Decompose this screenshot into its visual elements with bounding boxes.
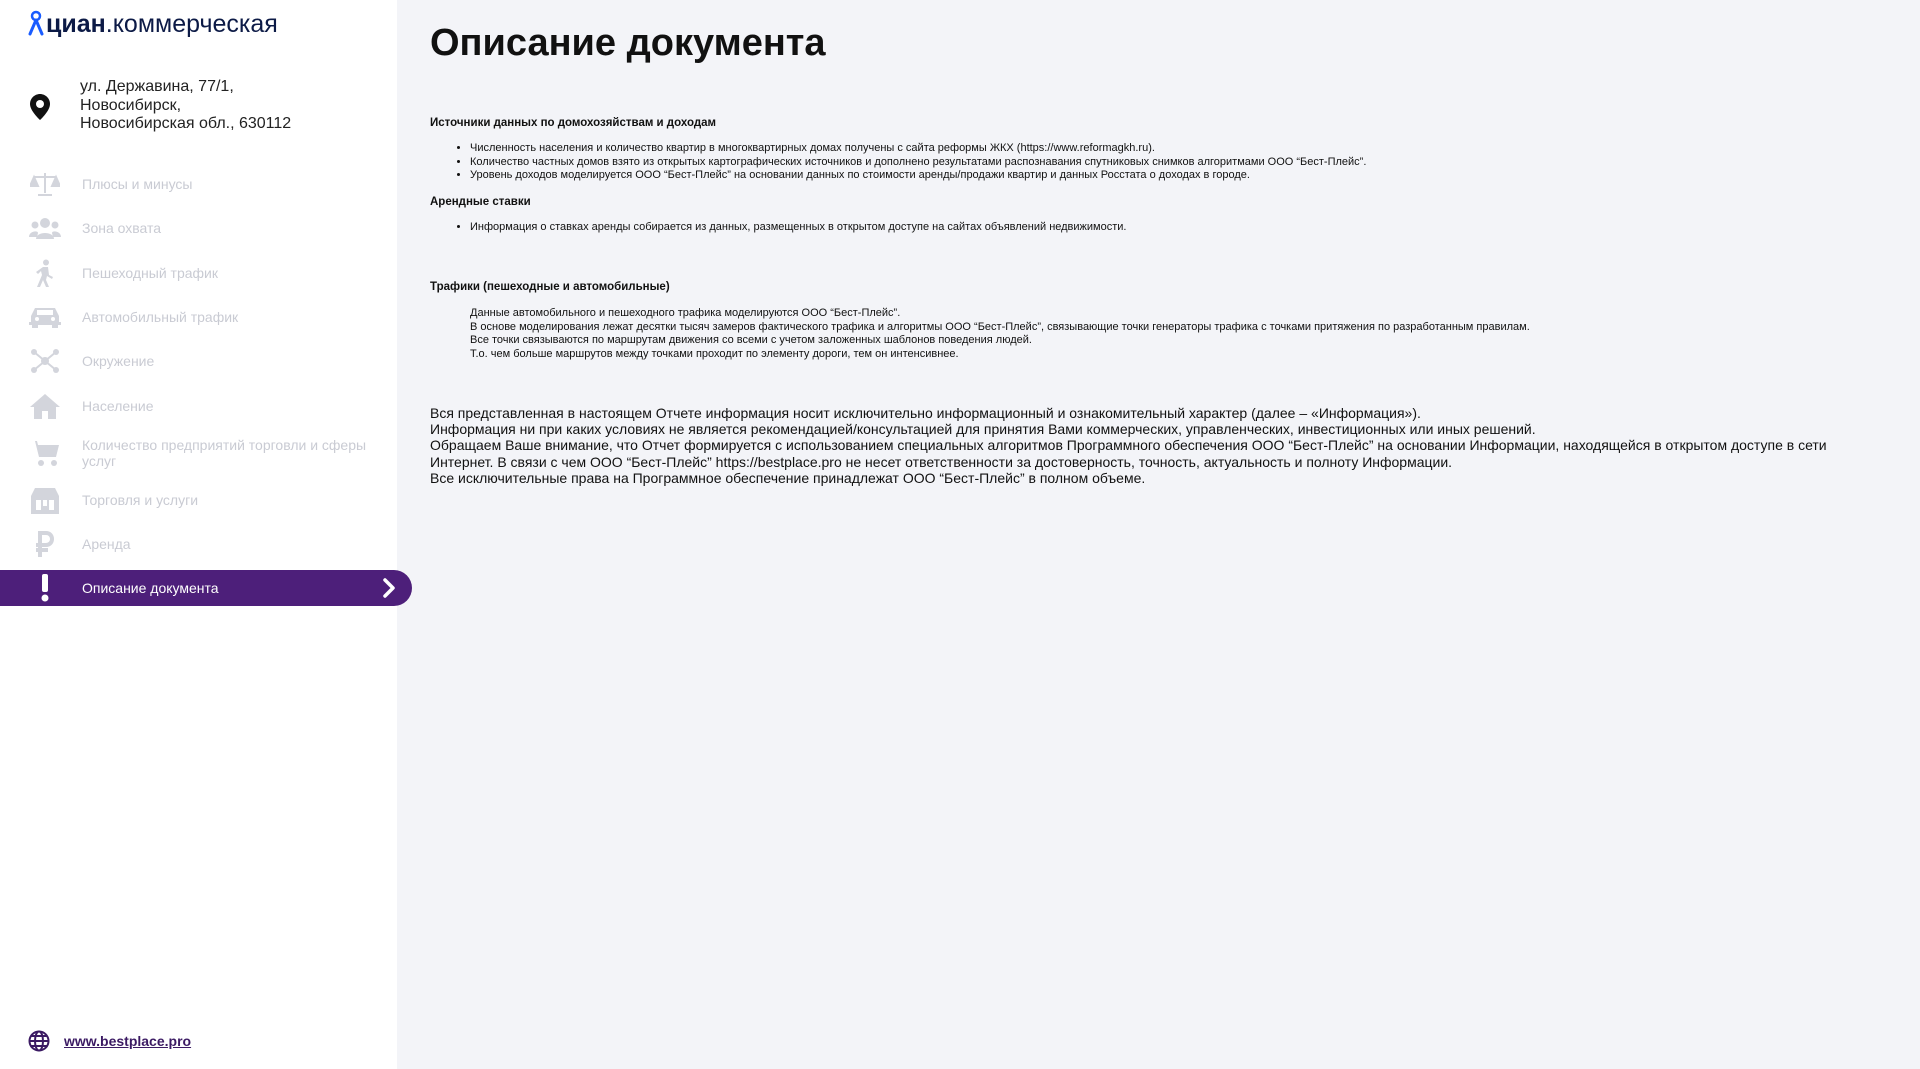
address-line: Новосибирск, (80, 96, 182, 114)
chevron-right-icon (382, 578, 396, 598)
sidebar-item-business-count[interactable] (0, 428, 412, 478)
sidebar-item-rent[interactable] (0, 522, 412, 566)
exclamation-icon (28, 573, 62, 603)
disclaimer-line: Информация ни при каких условиях не является рекомендацией/консультацией для принятия Вами коммерческих, управленческих, инвестиционных или иных решений. (430, 421, 1536, 438)
list-item: • Численность населения и количество квартир в многоквартирных домах получены с сайта реформы ЖКХ (https://www.reformagkh.ru). (470, 142, 1366, 156)
home-icon (28, 391, 62, 421)
sidebar-item-label: Население (82, 397, 154, 414)
sidebar-item-trade-services[interactable] (0, 478, 412, 522)
address-text (80, 78, 291, 134)
rent-list (430, 221, 1126, 235)
sidebar-item-document-description[interactable] (0, 570, 412, 606)
sidebar-item-label: Аренда (82, 536, 131, 553)
list-item: • Информация о ставках аренды собирается из данных, размещенных в открытом доступе на сайтах объявлений недвижимости. (470, 221, 1126, 235)
walking-icon (28, 258, 62, 288)
sidebar-item-label: Зона охвата (82, 220, 162, 237)
sidebar-item-population[interactable] (0, 383, 412, 427)
section-title-sources: Источники данных по домохозяйствам и доходам (430, 117, 717, 129)
sidebar-item-label: Количество предприятий торговли и сферы услуг (82, 436, 367, 469)
sidebar-item-pedestrian-traffic[interactable] (0, 251, 412, 295)
car-icon (28, 302, 62, 332)
cian-logo[interactable] (28, 6, 278, 42)
scales-icon (28, 169, 62, 199)
paragraph-line: Данные автомобильного и пешеходного трафика моделируются ООО “Бест-Плейс”. (470, 307, 901, 319)
people-icon (28, 213, 62, 243)
sidebar-item-label: Плюсы и минусы (82, 176, 193, 193)
disclaimer (430, 405, 1870, 486)
globe-icon (28, 1030, 50, 1052)
sources-list (430, 142, 1366, 183)
sidebar-item-label: Торговля и услуги (82, 491, 199, 508)
logo-brand: циан (46, 9, 106, 38)
sidebar-item-label: Описание документа (82, 580, 219, 597)
address-block (28, 78, 291, 134)
sidebar-item-label: Пешеходный трафик (82, 264, 219, 281)
sidebar (0, 0, 397, 1069)
section-title-traffic: Трафики (пешеходные и автомобильные) (430, 281, 670, 293)
section-title-rent: Арендные ставки (430, 196, 531, 208)
website-link[interactable]: www.bestplace.pro (64, 1033, 192, 1049)
sidebar-item-car-traffic[interactable] (0, 295, 412, 339)
address-line: ул. Державина, 77/1, (80, 78, 234, 95)
paragraph-line: Т.о. чем больше маршрутов между точками проходит по элементу дороги, тем он интенсивнее. (470, 347, 959, 360)
paragraph-line: Все точки связываются по маршрутам движения со всеми с учетом заложенных шаблонов поведения людей. (470, 334, 1032, 346)
list-item: • Уровень доходов моделируется ООО “Бест-Плейс” на основании данных по стоимости аренды/продажи квартир и данных Росстата о доходах в городе. (470, 169, 1366, 183)
store-icon (28, 485, 62, 515)
logo-mark-icon (28, 10, 44, 38)
sidebar-item-label: Автомобильный трафик (82, 309, 239, 326)
disclaimer-line: Обращаем Ваше внимание, что Отчет формируется с использованием специальных алгоритмов Программного обеспечения ООО “Бест-Плейс” на основании Информации, находящейся в открытом доступе в сети (430, 437, 1827, 454)
logo-suffix: .коммерческая (105, 9, 278, 38)
sidebar-item-surroundings[interactable] (0, 339, 412, 383)
ruble-icon (28, 529, 62, 559)
disclaimer-line: Вся представленная в настоящем Отчете информация носит исключительно информационный и ознакомительный характер (далее – «Информация»). (430, 405, 1421, 421)
paragraph-line: В основе моделирования лежат десятки тысяч замеров фактического трафика и алгоритмы ООО “Бест-Плейс”, связывающие точки генераторы трафика с точками притяжения по разработанным правилам. (470, 320, 1530, 333)
map-pin-icon (28, 94, 52, 120)
sidebar-nav (0, 162, 412, 606)
network-icon (28, 346, 62, 376)
sidebar-item-label: Окружение (82, 353, 155, 370)
disclaimer-line: Интернет. В связи с чем ООО “Бест-Плейс” https://bestplace.pro не несет ответственности за достоверность, точность, актуальность и полноту Информации. (430, 453, 1453, 470)
traffic-text (470, 307, 1530, 361)
footer (28, 1030, 191, 1052)
sidebar-item-pros-cons[interactable] (0, 162, 412, 206)
page-title: Описание документа (430, 22, 826, 64)
cart-icon (28, 438, 62, 468)
sidebar-item-coverage[interactable] (0, 206, 412, 250)
list-item: • Количество частных домов взято из открытых картографических источников и дополнено результатами распознавания спутниковых снимков алгоритмами ООО “Бест-Плейс”. (470, 156, 1366, 170)
address-line: Новосибирская обл., 630112 (80, 115, 292, 132)
disclaimer-line: Все исключительные права на Программное обеспечение принадлежат ООО “Бест-Плейс” в полном объеме. (430, 469, 1146, 486)
